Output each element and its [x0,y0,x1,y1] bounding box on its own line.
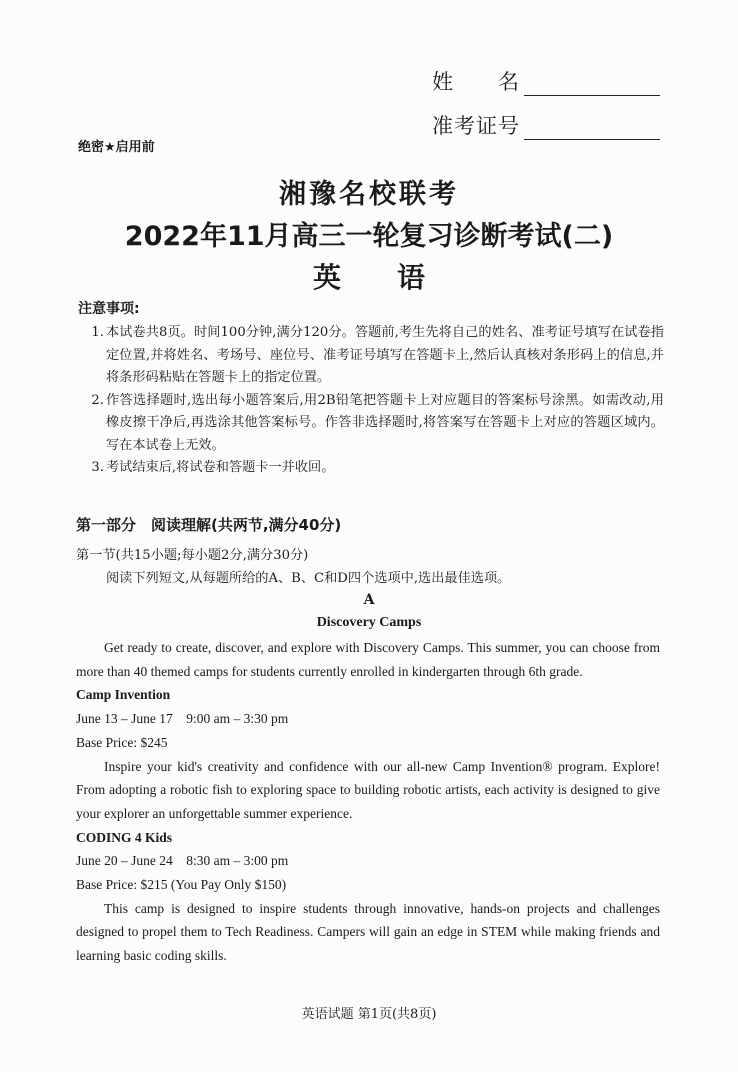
notice-item [78,390,664,458]
notice-item [78,322,664,390]
camp-dates: June 13 – June 17 9:00 am – 3:30 pm [76,711,289,727]
exam-id-field [432,110,660,140]
camp-dates: June 20 – June 24 8:30 am – 3:00 pm [76,853,289,869]
section-heading: 第一节(共15小题;每小题2分,满分30分) [76,548,309,563]
notice-item [78,457,664,480]
notice-item-text: 作答选择题时,选出每小题答案后,用2B铅笔把答题卡上对应题目的答案标号涂黑。如需改动,用橡皮擦干净后,再选涂其他答案标号。作答非选择题时,将答案写在答题卡上对应的答题区域内。写在本试卷上无效。 [106,392,664,453]
notice-item-text: 考试结束后,将试卷和答题卡一并收回。 [106,460,335,475]
exam-title-line1: 湘豫名校联考 [279,179,459,210]
subject-title: 英 语 [312,261,425,294]
passage-intro: Get ready to create, discover, and explore with Discovery Camps. This summer, you can choose from more than 40 themed camps for students currently enrolled in kindergarten through 6th grade. [76,640,660,679]
page-footer: 英语试题 第1页(共8页) [301,1007,437,1022]
camp-name: CODING 4 Kids [76,829,173,845]
passage-title: Discovery Camps [316,615,422,630]
exam-id-label: 准考证号 [432,114,520,138]
exam-id-blank[interactable] [524,119,660,140]
name-label: 姓 名 [432,70,520,94]
exam-title-line2: 2022年11月高三一轮复习诊断考试(二) [124,221,614,252]
notice-list [78,322,664,480]
camp-description: Inspire your kid's creativity and confidence with our all-new Camp Invention® program. Explore! From adopting a robotic fish to exploring space to building robotic artists, each activity is designed to give your explorer an unforgettable summer experience. [76,758,660,821]
notice-heading: 注意事项: [78,301,140,317]
camp-description: This camp is designed to inspire students through innovative, hands-on projects and challenges designed to propel them to Tech Readiness. Campers will gain an edge in STEM while making friends and learning basic coding skills. [76,900,660,964]
name-field [432,66,660,96]
secret-label: 绝密★启用前 [78,140,155,155]
camp-price: Base Price: $245 [76,734,168,750]
notice-item-number: 1. [91,325,104,340]
camp-name: Camp Invention [76,687,171,703]
instruction: 阅读下列短文,从每题所给的A、B、C和D四个选项中,选出最佳选项。 [106,571,511,586]
passage-label: A [363,592,375,608]
notice-item-number: 3. [91,460,104,475]
notice-item-text: 本试卷共8页。时间100分钟,满分120分。答题前,考生先将自己的姓名、准考证号填写在试卷指定位置,并将姓名、考场号、座位号、准考证号填写在答题卡上,然后认真核对条形码上的信息,并将条形码粘贴在答题卡上的指定位置。 [106,325,664,385]
passage-body [76,636,660,968]
camp-price: Base Price: $215 (You Pay Only $150) [76,877,287,893]
part-heading: 第一部分 阅读理解(共两节,满分40分) [76,516,342,534]
notice-item-number: 2. [91,392,104,408]
name-blank[interactable] [524,75,660,96]
